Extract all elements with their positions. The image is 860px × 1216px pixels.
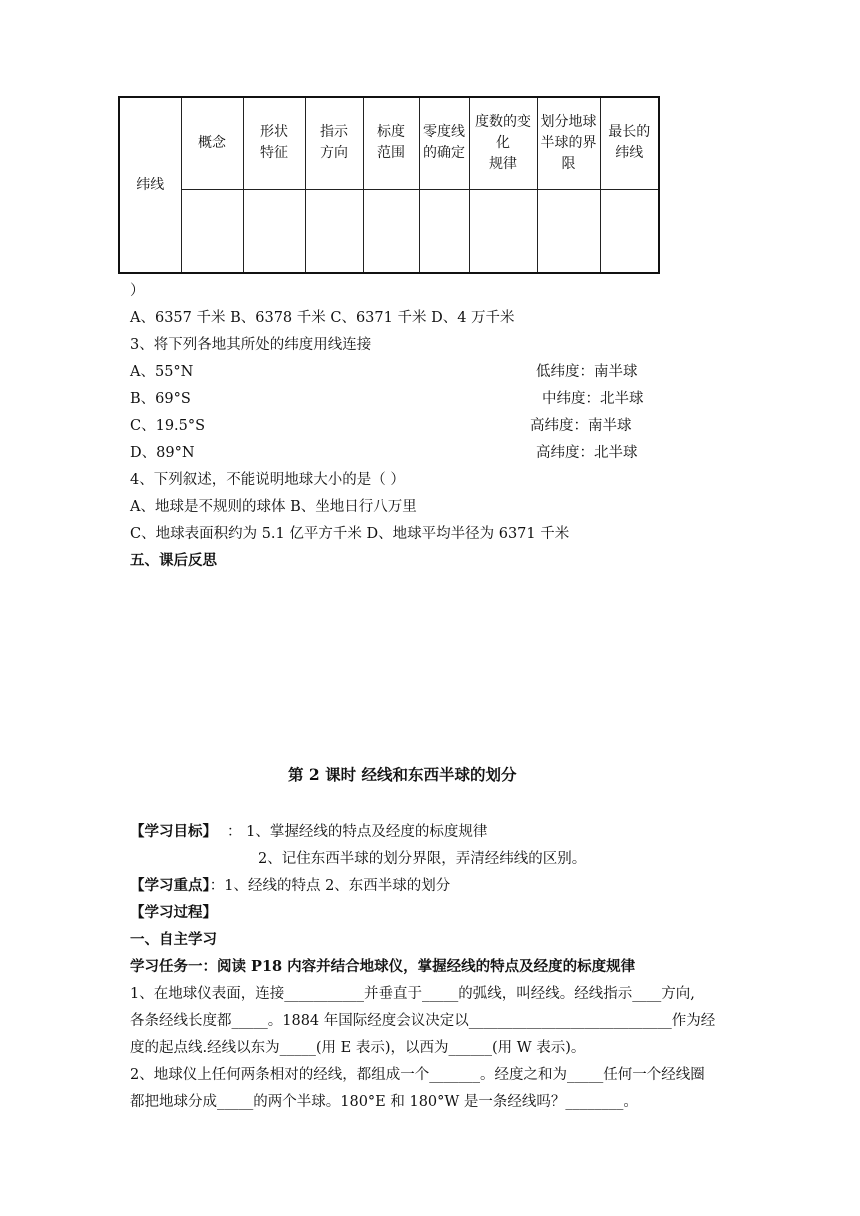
q3-left-item: D、89°N — [130, 445, 195, 461]
row-header-label: 纬线 — [136, 176, 165, 193]
paragraph-line: 各条经线长度都_____。1884 年国际经度会议决定以____________________________作为经 — [130, 1013, 716, 1029]
header-cell: 标度 范围 — [363, 97, 419, 189]
q3-left-item: C、19.5°S — [130, 418, 206, 434]
q3-right-item: 高纬度：北半球 — [536, 445, 638, 461]
q2-options: A、6357 千米 B、6378 千米 C、6371 千米 D、4 万千米 — [130, 310, 515, 326]
header-cell: 最长的 纬线 — [600, 97, 659, 189]
answer-cell[interactable] — [419, 189, 469, 273]
process-heading: 【学习过程】 — [130, 904, 217, 921]
q3-left-item: B、69°S — [130, 391, 191, 407]
q3-left-item: A、55°N — [130, 364, 194, 380]
goal-item: ： 1、掌握经线的特点及经度的标度规律 — [227, 824, 488, 840]
answer-cell[interactable] — [600, 189, 659, 273]
focus-label: 【学习重点】 — [130, 877, 210, 894]
goals-label: 【学习目标】 — [130, 823, 217, 840]
q4-stem: 4、下列叙述，不能说明地球大小的是（ ） — [130, 472, 405, 488]
header-cell: 度数的变 化 规律 — [469, 97, 537, 189]
paragraph-line: 1、在地球仪表面，连接___________并垂直于_____的弧线，叫经线。经线指示____方向, — [130, 986, 695, 1002]
answer-cell[interactable] — [537, 189, 600, 273]
task-1-heading: 学习任务一：阅读 P18 内容并结合地球仪，掌握经线的特点及经度的标度规律 — [130, 958, 636, 975]
section-1-heading: 一、自主学习 — [130, 931, 217, 948]
answer-cell[interactable] — [305, 189, 363, 273]
focus-row — [130, 874, 450, 895]
answer-cell[interactable] — [243, 189, 305, 273]
q3-stem: 3、将下列各地其所处的纬度用线连接 — [130, 337, 372, 353]
header-cell: 形状 特征 — [243, 97, 305, 189]
goals-row — [130, 820, 487, 841]
paragraph-line: 都把地球分成_____的两个半球。180°E 和 180°W 是一条经线吗？________。 — [130, 1094, 638, 1110]
row-header-cell — [119, 97, 181, 273]
paragraph-line: 度的起点线.经线以东为_____(用 E 表示)，以西为______(用 W 表示)。 — [130, 1040, 586, 1056]
focus-text: ：1、经线的特点 2、东西半球的划分 — [209, 878, 451, 894]
section-5-heading: 五、课后反思 — [130, 552, 217, 569]
answer-cell[interactable] — [181, 189, 243, 273]
q3-right-item: 低纬度：南半球 — [536, 364, 638, 380]
goal-item: 2、记住东西半球的划分界限，弄清经纬线的区别。 — [258, 851, 587, 867]
question-paren: ） — [130, 283, 145, 299]
answer-cell[interactable] — [363, 189, 419, 273]
paragraph-line: 2、地球仪上任何两条相对的经线，都组成一个_______。经度之和为_____任何一个经线圈 — [130, 1067, 705, 1083]
q4-options-2: C、地球表面积约为 5.1 亿平方千米 D、地球平均半径为 6371 千米 — [130, 526, 570, 542]
header-cell: 指示 方向 — [305, 97, 363, 189]
latitude-table — [118, 96, 660, 274]
q4-options-1: A、地球是不规则的球体 B、坐地日行八万里 — [130, 499, 417, 515]
answer-cell[interactable] — [469, 189, 537, 273]
lesson-title: 第 2 课时 经线和东西半球的划分 — [288, 765, 517, 784]
q3-right-item: 中纬度：北半球 — [542, 391, 644, 407]
header-cell: 零度线 的确定 — [419, 97, 469, 189]
header-cell: 划分地球 半球的界 限 — [537, 97, 600, 189]
header-cell: 概念 — [181, 97, 243, 189]
q3-right-item: 高纬度：南半球 — [530, 418, 632, 434]
